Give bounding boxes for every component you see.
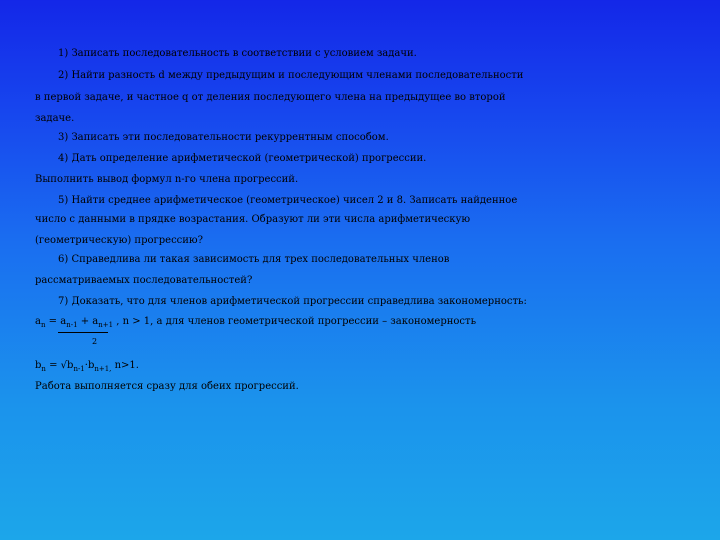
task-line-6: 4) Дать определение арифметической (геометрической) прогрессии. (58, 153, 427, 164)
formula-a-tail: , n > 1, а для членов геометрической прогрессии – закономерность (113, 316, 477, 327)
formula-a-sub-n: n (40, 321, 46, 329)
formula-arithmetic (35, 316, 476, 328)
formula-a-plus: + (77, 316, 93, 327)
final-note: Работа выполняется сразу для обеих прогрессий. (35, 381, 299, 392)
task-line-5: 3) Записать эти последовательности рекуррентным способом. (58, 132, 389, 143)
formula-b-sub-n-plus-1: n+1, (94, 365, 112, 373)
task-line-4: задаче. (35, 113, 75, 124)
formula-b-tail: n>1. (111, 360, 139, 371)
formula-a-symbol: a (35, 316, 41, 327)
formula-b-mult: ·b (84, 360, 95, 371)
formula-a-sub-n-minus-1: n-1 (66, 321, 78, 329)
task-line-11: 6) Справедлива ли такая зависимость для трех последовательных членов (58, 254, 450, 265)
task-line-7: Выполнить вывод формул n-го члена прогрессий. (35, 174, 299, 185)
task-line-8: 5) Найти среднее арифметическое (геометрическое) чисел 2 и 8. Записать найденное (58, 195, 518, 206)
formula-a-symbol-2: a (60, 316, 67, 327)
task-line-13: 7) Доказать, что для членов арифметической прогрессии справедлива закономерность: (58, 296, 527, 307)
task-line-12: рассматриваемых последовательностей? (35, 275, 253, 286)
task-line-2: 2) Найти разность d между предыдущим и последующим членами последовательности (58, 70, 524, 81)
formula-a-symbol-3: a (92, 316, 99, 327)
task-line-10: (геометрическую) прогрессию? (35, 235, 204, 246)
task-line-9: число с данными в прядке возрастания. Образуют ли эти числа арифметическую (35, 214, 471, 225)
formula-geometric (35, 360, 139, 372)
fraction-bar (58, 332, 108, 333)
formula-b-sub-n-minus-1: n-1 (73, 365, 85, 373)
formula-b-sub-n: n (41, 365, 46, 373)
formula-b-symbol: b (35, 360, 42, 371)
formula-a-sub-n-plus-1: n+1 (98, 321, 114, 329)
formula-a-denominator: 2 (92, 337, 98, 346)
formula-a-equals: = (45, 316, 61, 327)
task-line-1: 1) Записать последовательность в соответствии с условием задачи. (58, 48, 417, 59)
formula-b-equals-sqrt: = √b (45, 360, 74, 371)
task-line-3: в первой задаче, и частное q от деления последующего члена на предыдущее во второй (35, 92, 506, 103)
